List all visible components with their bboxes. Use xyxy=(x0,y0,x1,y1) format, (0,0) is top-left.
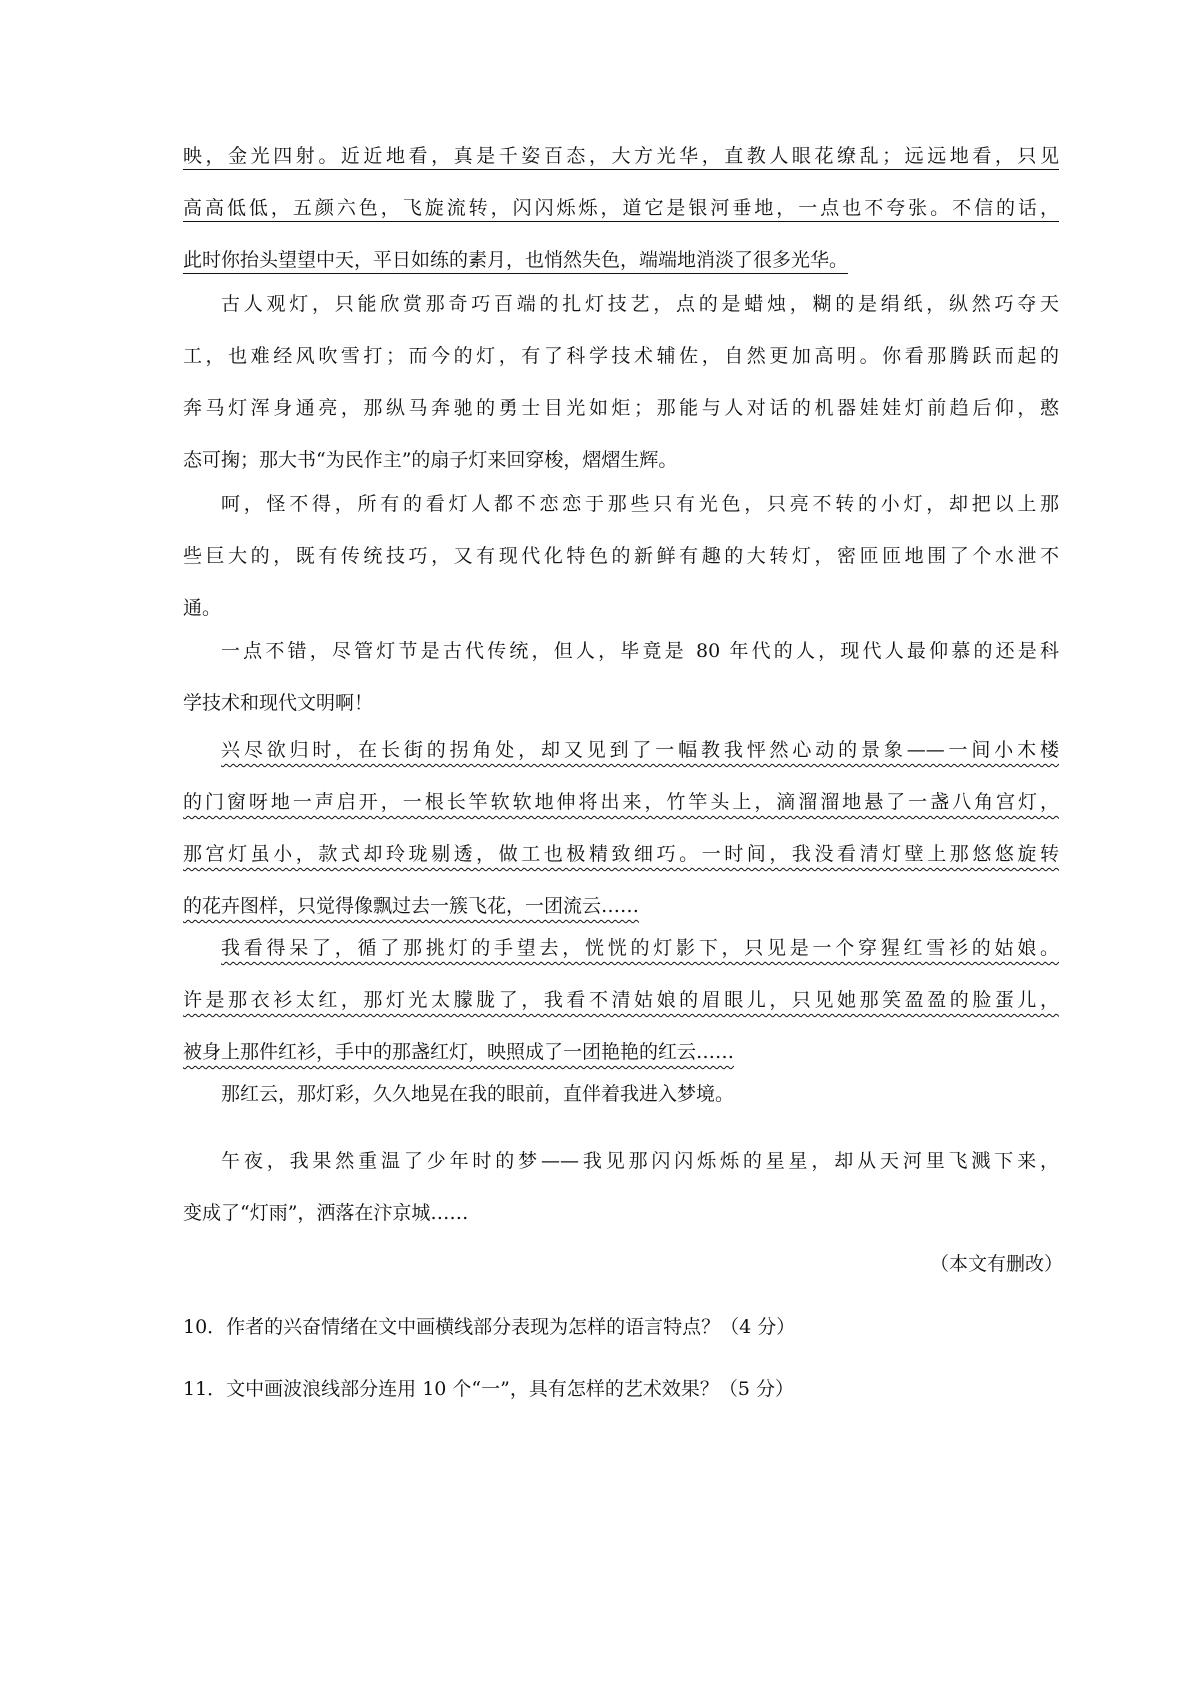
passage-line: 的花卉图样，只觉得像飘过去一簇飞花，一团流云…… xyxy=(183,895,640,917)
passage-line: 变成了“灯雨”，洒落在汴京城…… xyxy=(183,1202,469,1224)
source-note-text: （本文有删改） xyxy=(929,1253,1063,1275)
passage-line: 学技术和现代文明啊！ xyxy=(183,692,374,714)
passage-line: 高高低低，五颜六色，飞旋流转，闪闪烁烁，道它是银河垂地，一点也不夸张。不信的话， xyxy=(183,197,1059,219)
passage-line: 那宫灯虽小，款式却玲珑剔透，做工也极精致细巧。一时间，我没看清灯壁上那悠悠旋转 xyxy=(183,843,1059,865)
passage-line: 午夜，我果然重温了少年时的梦——我见那闪闪烁烁的星星，却从天河里飞溅下来， xyxy=(221,1150,1059,1172)
passage-line: 兴尽欲归时，在长街的拐角处，却又见到了一幅教我怦然心动的景象——一间小木楼 xyxy=(221,739,1059,761)
passage-line: 态可掬；那大书“为民作主”的扇子灯来回穿梭，熠熠生辉。 xyxy=(183,449,678,471)
question-text: 11．文中画波浪线部分连用 10 个“一”，具有怎样的艺术效果？（5 分） xyxy=(183,1378,794,1400)
passage-line: 工，也难经风吹雪打；而今的灯，有了科学技术辅佐，自然更加高明。你看那腾跃而起的 xyxy=(183,345,1059,367)
passage-line: 些巨大的，既有传统技巧，又有现代化特色的新鲜有趣的大转灯，密匝匝地围了个水泄不 xyxy=(183,545,1059,567)
passage-line: 一点不错，尽管灯节是古代传统，但人，毕竟是 80 年代的人，现代人最仰慕的还是科 xyxy=(221,640,1059,662)
passage-line: 映，金光四射。近近地看，真是千姿百态，大方光华，直教人眼花缭乱；远远地看，只见 xyxy=(183,145,1059,167)
passage-line: 我看得呆了，循了那挑灯的手望去，恍恍的灯影下，只见是一个穿猩红雪衫的姑娘。 xyxy=(221,937,1059,959)
passage-line: 古人观灯，只能欣赏那奇巧百端的扎灯技艺，点的是蜡烛，糊的是绢纸，纵然巧夺天 xyxy=(221,293,1059,315)
passage-line: 的门窗呀地一声启开，一根长竿软软地伸将出来，竹竿头上，滴溜溜地悬了一盏八角宫灯， xyxy=(183,791,1059,813)
passage-line: 许是那衣衫太红，那灯光太朦胧了，我看不清姑娘的眉眼儿，只见她那笑盈盈的脸蛋儿， xyxy=(183,989,1059,1011)
passage-line: 呵，怪不得，所有的看灯人都不恋恋于那些只有光色，只亮不转的小灯，却把以上那 xyxy=(221,493,1059,515)
passage-line: 通。 xyxy=(183,597,222,619)
question-text: 10．作者的兴奋情绪在文中画横线部分表现为怎样的语言特点？（4 分） xyxy=(183,1316,796,1338)
passage-line: 奔马灯浑身通亮，那纵马奔驰的勇士目光如炬；那能与人对话的机器娃娃灯前趋后仰，憨 xyxy=(183,397,1059,419)
passage-line: 此时你抬头望望中天，平日如练的素月，也悄然失色，端端地消淡了很多光华。 xyxy=(183,249,849,271)
passage-line: 那红云，那灯彩，久久地晃在我的眼前，直伴着我进入梦境。 xyxy=(221,1083,735,1105)
passage-line: 被身上那件红衫，手中的那盏红灯，映照成了一团艳艳的红云…… xyxy=(183,1041,735,1063)
